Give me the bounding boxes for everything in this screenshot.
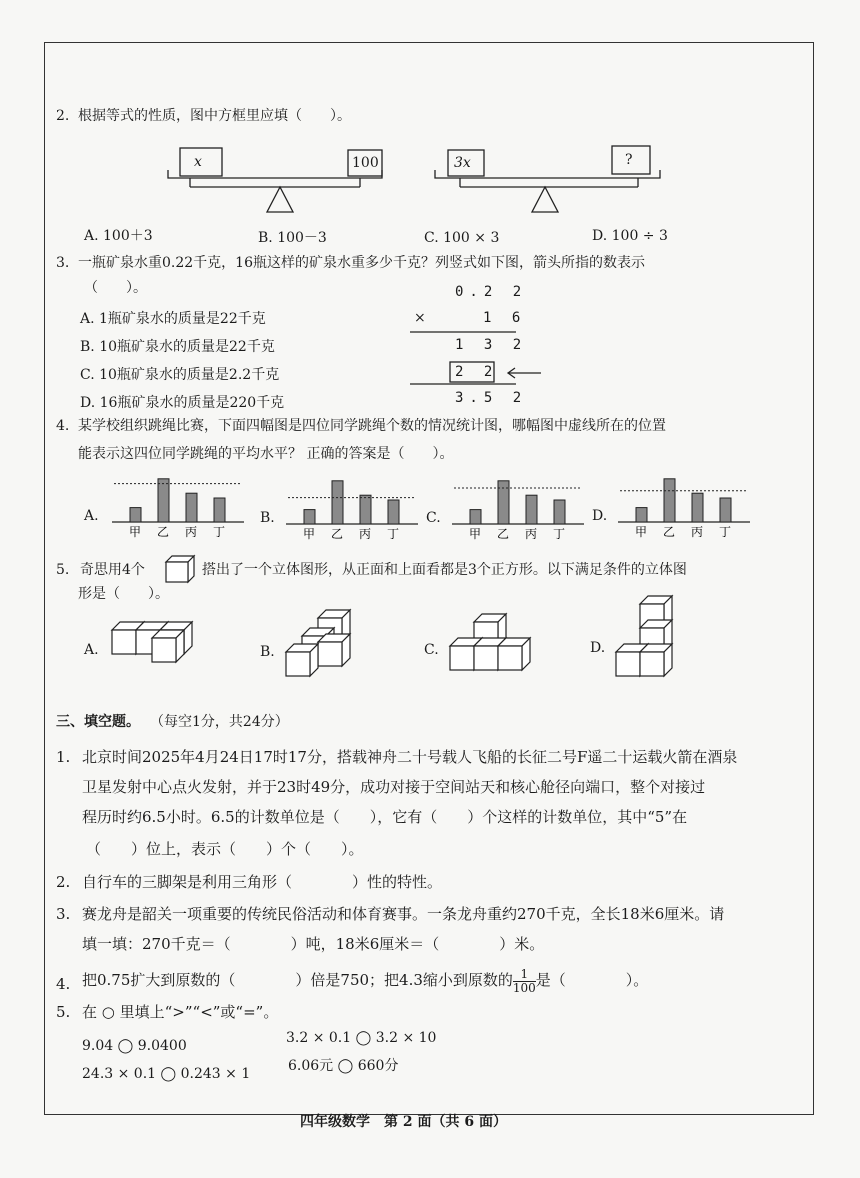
chart-name-label: 丙 <box>690 525 704 539</box>
f1-line4: （ ）位上，表示（ ）个（ ）。 <box>86 840 364 858</box>
chart-name-label: 丙 <box>358 527 372 541</box>
q5-text-post: 搭出了一个立体图形，从正面和上面看都是3个正方形。以下满足条件的立体图 <box>202 562 687 578</box>
figure-d <box>616 596 672 676</box>
chart-name-label: 乙 <box>496 527 510 541</box>
fraction-denominator: 100 <box>512 980 536 995</box>
calc-row-multiplier: 1 6 <box>483 310 527 326</box>
q3-option-b: B. 10瓶矿泉水的质量是22千克 <box>80 339 275 355</box>
f3-line1: 赛龙舟是韶关一项重要的传统民俗活动和体育赛事。一条龙舟重约270千克，全长18米6厘米。请 <box>82 905 725 923</box>
section3-heading: 三、填空题。 <box>56 714 140 730</box>
calc-row-partial2: 2 2 <box>455 364 499 380</box>
box-label-100: 100 <box>352 155 379 171</box>
chart-name-label: 丁 <box>552 527 566 541</box>
f1-number: 1. <box>56 748 71 766</box>
q3-option-a: A. 1瓶矿泉水的质量是22千克 <box>80 311 266 327</box>
fraction-numerator: 1 <box>513 968 536 982</box>
q2-option-d: D. 100 ÷ 3 <box>592 228 668 244</box>
q5-number: 5. <box>56 562 70 578</box>
q3-number: 3. <box>56 255 70 271</box>
q5-letter-d: D. <box>590 640 606 656</box>
calc-times-sign: × <box>414 310 426 326</box>
f5-compare-1: 9.04 ◯ 9.0400 <box>82 1038 187 1054</box>
calc-row-partial1: 1 3 2 <box>455 337 528 353</box>
calc-row-product: 3.5 2 <box>455 390 528 406</box>
chart-name-label: 乙 <box>156 525 170 539</box>
q2-text: 根据等式的性质，图中方框里应填（ ）。 <box>78 108 351 124</box>
q5-letter-b: B. <box>260 644 275 660</box>
q3-text-line1: 一瓶矿泉水重0.22千克，16瓶这样的矿泉水重多少千克？列竖式如下图，箭头所指的数表示 <box>78 255 645 271</box>
chart-name-label: 甲 <box>128 525 142 539</box>
chart-name-label: 丙 <box>524 527 538 541</box>
box-label-3x: 3x <box>454 155 471 171</box>
q4-text-line1: 某学校组织跳绳比赛，下面四幅图是四位同学跳绳个数的情况统计图，哪幅图中虚线所在的位置 <box>78 418 666 434</box>
fraction-one-hundredth <box>513 968 536 994</box>
figure-c <box>450 614 530 670</box>
q4-letter-c: C. <box>426 510 441 526</box>
calc-row-multiplicand: 0.2 2 <box>455 284 528 300</box>
f3-number: 3. <box>56 905 71 923</box>
f2-number: 2. <box>56 873 71 891</box>
chart-name-label: 丁 <box>718 525 732 539</box>
f4-text-pre: 把0.75扩大到原数的（ ）倍是750；把4.3缩小到原数的 <box>82 971 513 990</box>
q4-number: 4. <box>56 418 70 434</box>
chart-name-label: 乙 <box>330 527 344 541</box>
q2-option-a: A. 100＋3 <box>84 228 153 244</box>
chart-name-label: 丁 <box>212 525 226 539</box>
q3-option-c: C. 10瓶矿泉水的质量是2.2千克 <box>80 367 280 383</box>
chart-name-label: 甲 <box>634 525 648 539</box>
q5-letter-a: A. <box>84 642 99 658</box>
f5-compare-3: 24.3 × 0.1 ◯ 0.243 × 1 <box>82 1066 251 1082</box>
q4-letter-b: B. <box>260 510 275 526</box>
f5-compare-4: 6.06元 ◯ 660分 <box>288 1058 399 1074</box>
box-label-unknown: ? <box>625 152 633 168</box>
q3-text-line2: （ ）。 <box>84 280 147 296</box>
q5-letter-c: C. <box>424 642 439 658</box>
f4-number: 4. <box>56 975 71 993</box>
chart-name-label: 乙 <box>662 525 676 539</box>
q2-option-b: B. 100－3 <box>258 230 327 246</box>
section3-score: （每空1分，共24分） <box>150 714 289 730</box>
f5-compare-2: 3.2 × 0.1 ◯ 3.2 × 10 <box>286 1030 437 1046</box>
chart-name-label: 丙 <box>184 525 198 539</box>
f1-line3: 程历时约6.5小时。6.5的计数单位是（ ），它有（ ）个这样的计数单位，其中“5”在 <box>82 808 688 826</box>
f1-line2: 卫星发射中心点火发射，并于23时49分，成功对接于空间站天和核心舱径向端口，整个对接过 <box>82 778 706 796</box>
f2-text: 自行车的三脚架是利用三角形（ ）性的特性。 <box>82 873 443 891</box>
chart-name-label: 甲 <box>302 527 316 541</box>
box-label-x: x <box>194 154 202 170</box>
chart-name-label: 甲 <box>468 527 482 541</box>
q4-letter-a: A. <box>84 508 99 524</box>
f4-text-post: 是（ ）。 <box>535 971 649 990</box>
q2-option-c: C. 100 × 3 <box>424 230 500 246</box>
f5-number: 5. <box>56 1003 71 1021</box>
f4-text <box>82 968 648 994</box>
chart-name-label: 丁 <box>386 527 400 541</box>
f1-line1: 北京时间2025年4月24日17时17分，搭载神舟二十号载人飞船的长征二号F遥二十运载火箭在酒泉 <box>82 748 738 766</box>
page-footer: 四年级数学 第 2 面（共 6 面） <box>300 1114 507 1130</box>
q2-number: 2. <box>56 108 70 124</box>
q4-letter-d: D. <box>592 508 608 524</box>
f3-line2: 填一填：270千克＝（ ）吨，18米6厘米＝（ ）米。 <box>82 935 545 953</box>
q5-text-line2: 形是（ ）。 <box>78 586 169 602</box>
figure-a <box>112 622 192 662</box>
q4-text-line2: 能表示这四位同学跳绳的平均水平？ 正确的答案是（ ）。 <box>78 446 454 462</box>
q3-option-d: D. 16瓶矿泉水的质量是220千克 <box>80 395 285 411</box>
f5-text: 在 ○ 里填上“>”“<”或“=”。 <box>82 1003 279 1021</box>
figure-b <box>286 610 350 676</box>
q5-text-pre: 奇思用4个 <box>80 562 145 578</box>
